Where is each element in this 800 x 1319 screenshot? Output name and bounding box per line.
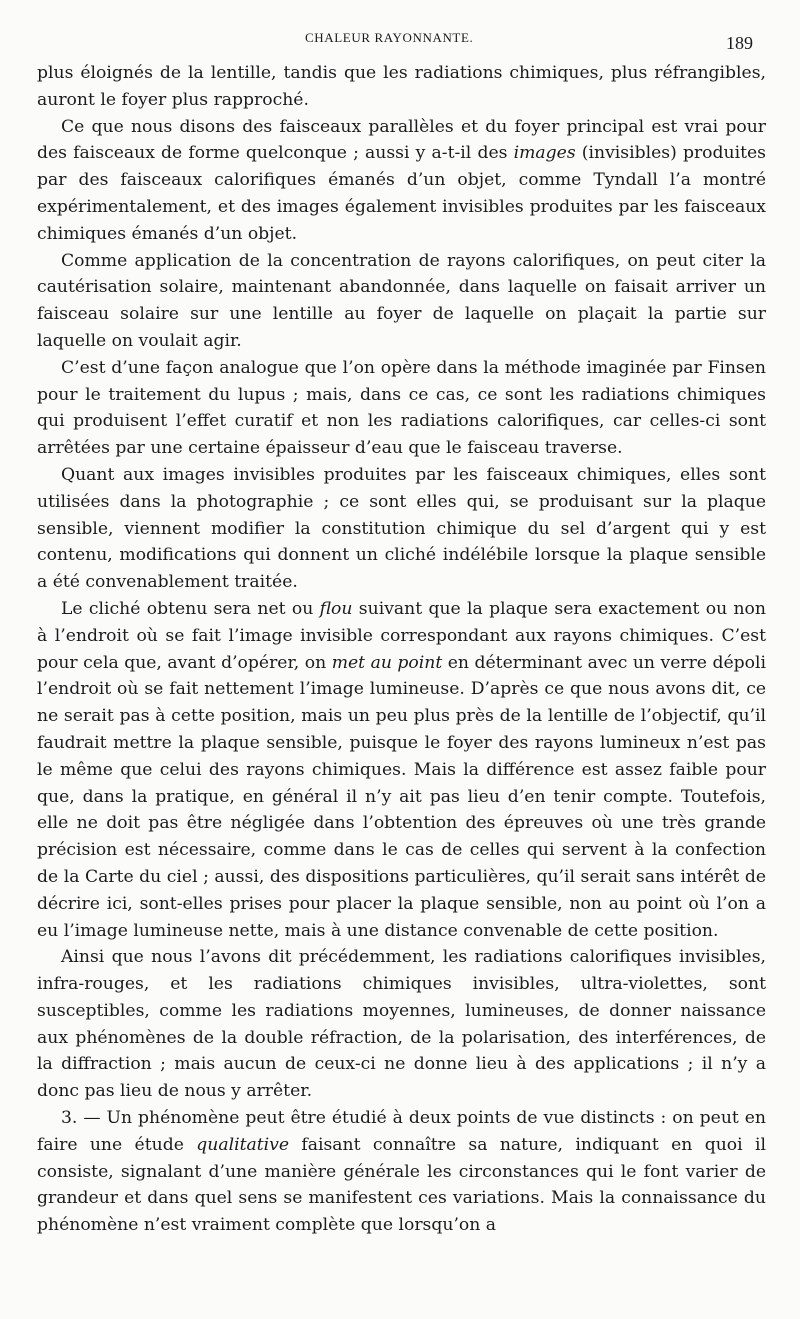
paragraph <box>37 1105 766 1239</box>
paragraph <box>37 60 766 114</box>
paragraph <box>37 355 766 462</box>
italic-text: flou <box>319 598 353 619</box>
italic-text: met au point <box>331 652 443 673</box>
paragraph-text: Ainsi que nous l’avons dit précédemment, les radiations calorifiques invisibles, infra-rouges, et les radiations chimiques invisibles, ultra-violettes, sont susceptibles, comme les radiations moyennes, lumineuses, de donner naissance aux phénomènes de la double réfraction, de la polarisation, des interférences, de la diffraction ; mais aucun de ceux-ci ne donne lieu à des applications ; il n’y a donc pas lieu de nous y arrêter. <box>37 947 766 1102</box>
italic-text: qualitative <box>196 1134 290 1155</box>
paragraph <box>37 248 766 355</box>
paragraph <box>37 944 766 1105</box>
paragraph-text: Quant aux images invisibles produites par les faisceaux chimiques, elles sont utilisées dans la photographie ; ce sont elles qui, se produisant sur la plaque sensible, viennent modifier la constitution chimique du sel d’argent qui y est contenu, modifications qui donnent un cliché indélébile lorsque la plaque sensible a été convenablement traitée. <box>37 464 766 593</box>
italic-text: images <box>513 143 576 164</box>
body-text <box>37 60 766 1239</box>
running-head <box>0 28 800 52</box>
paragraph-text: 3. — Un phénomène peut être étudié à deux points de vue distincts : on peut en faire une étude <box>37 1108 766 1155</box>
paragraph-text: plus éloignés de la lentille, tandis que les radiations chimiques, plus réfrangibles, auront le foyer plus rapproché. <box>37 63 766 110</box>
paragraph-text: faisant connaître sa nature, indiquant en quoi il consiste, signalant d’une manière générale les circonstances qui le font varier de grandeur et dans quel sens se manifestent ces variations. Mais la connaissance du phénomène n’est vraiment complète que lorsqu’on a <box>37 1134 767 1236</box>
paragraph-text: Comme application de la concentration de rayons calorifiques, on peut citer la cautérisation solaire, maintenant abandonnée, dans laquelle on faisait arriver un faisceau solaire sur une lentille au foyer de laquelle on plaçait la partie sur laquelle on voulait agir. <box>37 250 766 351</box>
paragraph <box>37 114 766 248</box>
paragraph-text: Ce que nous disons des faisceaux parallèles et du foyer principal est vrai pour des faisceaux de forme quelconque ; aussi y a-t-il des <box>37 116 766 164</box>
paragraph-text: en déterminant avec un verre dépoli l’endroit où se fait nettement l’image lumineuse. D’après ce que nous avons dit, ce ne serait pas à cette position, mais un peu plus près de la lentille de l’objectif, qu’il faudrait mettre la plaque sensible, puisque le foyer des rayons lumineux n’est pas le même que celui des rayons chimiques. Mais la différence est assez faible pour que, dans la pratique, en général il n’y ait pas lieu d’en tenir compte. Toutefois, elle ne doit pas être négligée dans l’obtention des épreuves où une très grande précision est nécessaire, comme dans le cas de celles qui servent à la confection de la Carte du ciel ; aussi, des dispositions particulières, qu’il serait sans intérêt de décrire ici, sont-elles prises pour placer la plaque sensible, non au point où l’on a eu l’image lumineuse nette, mais à une distance convenable de cette position. <box>37 652 766 941</box>
paragraph-text: Le cliché obtenu sera net ou <box>61 598 320 619</box>
paragraph-text: suivant que la plaque sera exactement ou non à l’endroit où se fait l’image invisible correspondant aux rayons chimiques. C’est pour cela que, avant d’opérer, on <box>37 598 766 673</box>
paragraph <box>37 596 766 944</box>
paragraph <box>37 462 766 596</box>
running-head-title: CHALEUR RAYONNANTE. <box>305 30 474 45</box>
paragraph-text: C’est d’une façon analogue que l’on opère dans la méthode imaginée par Finsen pour le traitement du lupus ; mais, dans ce cas, ce sont les radiations chimiques qui produisent l’effet curatif et non les radiations calorifiques, car celles-ci sont arrêtées par une certaine épaisseur d’eau que le faisceau traverse. <box>37 357 766 459</box>
page-number: 189 <box>726 33 753 53</box>
paragraph-text: (invisibles) produites par des faisceaux calorifiques émanés d’un objet, comme Tyndall l’a montré expérimentalement, et des images également invisibles produites par les faisceaux chimiques émanés d’un objet. <box>37 143 766 244</box>
